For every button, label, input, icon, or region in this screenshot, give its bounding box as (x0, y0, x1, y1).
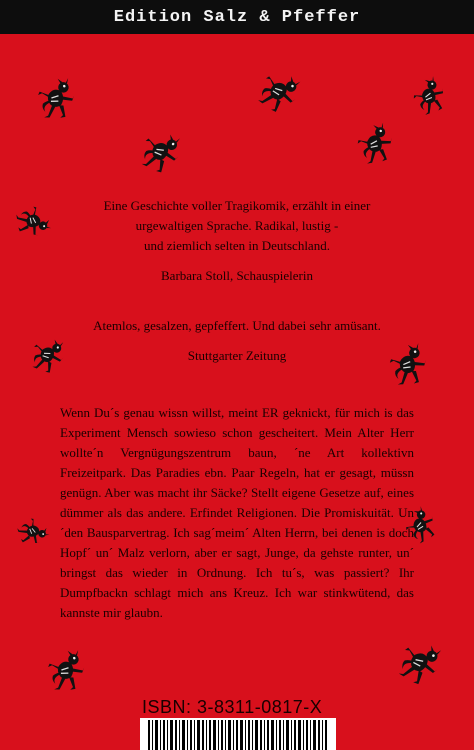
quote-attribution: Stuttgarter Zeitung (187, 348, 287, 363)
quote-block (60, 196, 414, 286)
devil-icon (135, 127, 188, 179)
blurb-text: Wenn Du´s genau wissn willst, meint ER geknickt, für mich is das Experiment Mensch sowieso schon gescheitert. Mein Alter Herr wollte´n Vergnügungszentrum baun, ´ne Art kollektivn Freizeitpark. Das Paradies ebn. Paar Regeln, hat er gesagt, müssn genügn. Aber was macht ihr Säcke? Stellt eigene Gesetze auf, eines dümmer als das andere. Erfindet Religionen. Die Promiskuität. Un´den Bausparvertrag. Ich sag´meim´ Alten Herrn, bei denen is doch Hopf´ un´ Malz verlorn, aber er sagt, Junge, da gehste runter, un´ bringst das wieder in Ordnung. Ich tu´s, was passiert? Ihr Dumpfbackn schlagt mich ans Kreuz. Ich war stinkwütend, das kannste mir glaubn. (60, 405, 414, 620)
isbn-label: ISBN: 3-8311-0817-X (142, 697, 323, 717)
barcode-icon (140, 718, 336, 750)
devil-icon (13, 513, 54, 554)
quote-attribution: Barbara Stoll, Schauspielerin (161, 268, 313, 283)
publisher-bar (0, 0, 474, 34)
quote-block (60, 316, 414, 366)
quote-line: und ziemlich selten in Deutschland. (144, 238, 330, 253)
quote-line: Eine Geschichte voller Tragikomik, erzählt in einer (103, 198, 371, 213)
devil-icon (43, 646, 94, 695)
devil-icon (251, 65, 309, 122)
publisher-name: Edition Salz & Pfeffer (113, 7, 361, 27)
devil-icon (406, 71, 457, 121)
devil-icon (33, 74, 84, 123)
quote-line: Atemlos, gesalzen, gepfeffert. Und dabei sehr amüsant. (93, 318, 381, 333)
quote-line: urgewaltigen Sprache. Radikal, lustig - (135, 218, 339, 233)
devil-icon (350, 118, 403, 170)
devil-icon (11, 201, 55, 245)
devil-icon (392, 635, 450, 692)
